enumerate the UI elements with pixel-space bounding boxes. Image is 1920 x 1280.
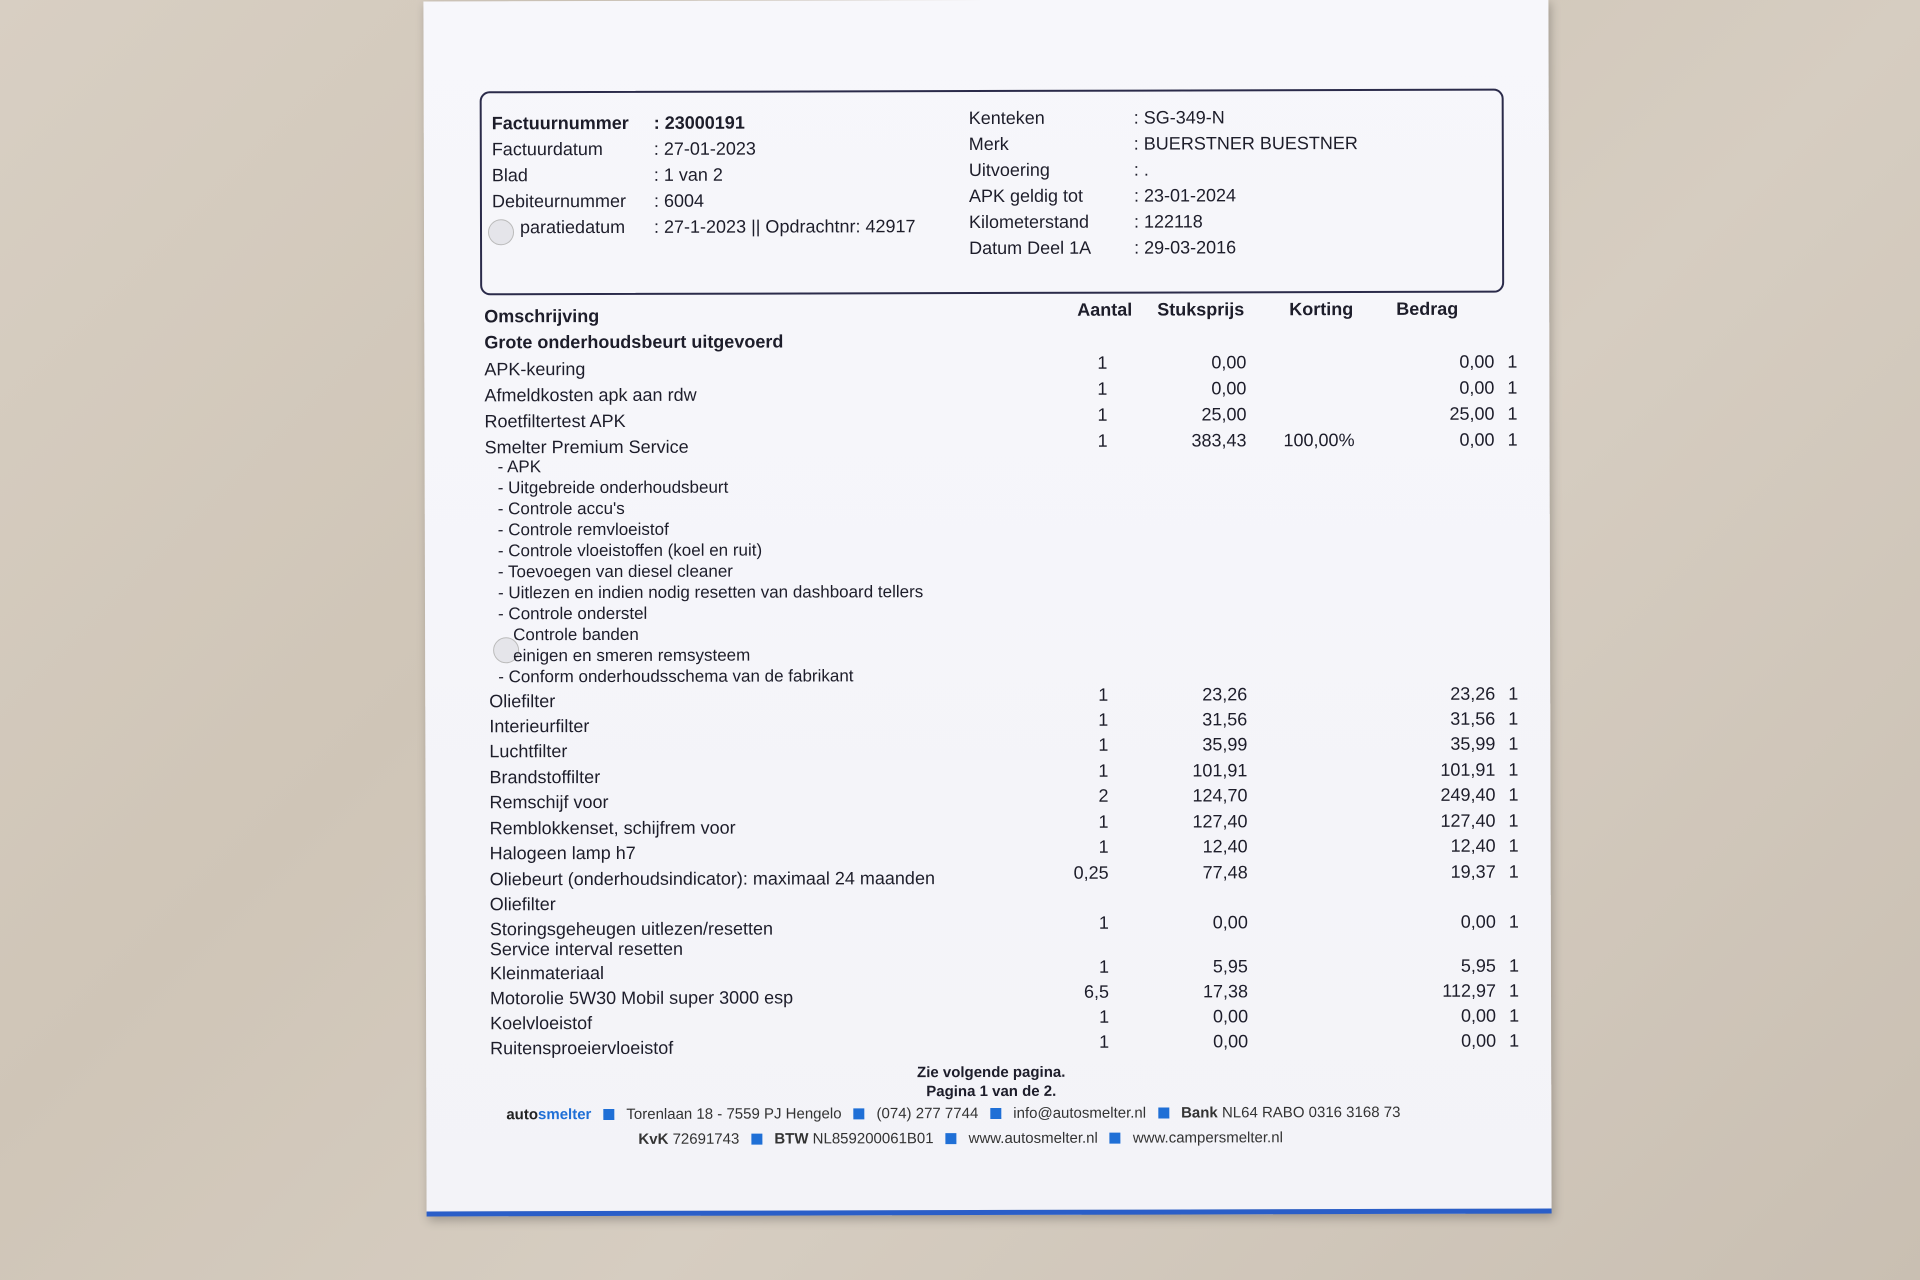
- footer-bank: NL64 RABO 0316 3168 73: [1221, 1103, 1401, 1122]
- line-price: 0,00: [1212, 912, 1248, 933]
- line-amount: 35,99: [1450, 733, 1496, 754]
- line-code: 1: [1507, 377, 1518, 398]
- col-header-bedrag: Bedrag: [1396, 298, 1459, 319]
- label-datum1a: Datum Deel 1A: [969, 237, 1092, 259]
- service-item: - Conform onderhoudsschema van de fabrikant: [498, 666, 854, 687]
- value-km: : 122118: [1133, 211, 1203, 232]
- line-description: Oliefilter: [489, 894, 556, 915]
- line-amount: 25,00: [1449, 403, 1495, 424]
- line-price: 383,43: [1191, 430, 1247, 451]
- line-qty: 1: [1099, 1006, 1110, 1027]
- service-item: - Toevoegen van diesel cleaner: [497, 561, 733, 582]
- label-reparatiedatum: paratiedatum: [519, 216, 626, 238]
- footer-line-1: [506, 1104, 1400, 1123]
- line-code: 1: [1508, 911, 1519, 932]
- service-item: - Controle accu's: [497, 498, 625, 519]
- line-qty: 0,25: [1073, 862, 1109, 883]
- value-datum1a: : 29-03-2016: [1134, 237, 1237, 258]
- line-qty: 1: [1097, 430, 1108, 451]
- footer-address: Torenlaan 18 - 7559 PJ Hengelo: [626, 1105, 842, 1123]
- line-amount: 0,00: [1460, 1005, 1497, 1026]
- line-price: 101,91: [1192, 760, 1248, 781]
- service-item: - Controle remvloeistof: [497, 519, 669, 540]
- line-price: 0,00: [1213, 1031, 1249, 1052]
- service-item: - Uitlezen en indien nodig resetten van dashboard tellers: [497, 582, 924, 603]
- value-blad: : 1 van 2: [653, 164, 723, 185]
- value-apk: : 23-01-2024: [1133, 185, 1237, 206]
- line-qty: 1: [1097, 352, 1108, 373]
- line-qty: 1: [1098, 836, 1109, 857]
- line-code: 1: [1508, 810, 1519, 831]
- line-description: Halogeen lamp h7: [489, 842, 636, 864]
- line-qty: 1: [1097, 404, 1108, 425]
- line-qty: 1: [1098, 811, 1109, 832]
- line-description: Service interval resetten: [489, 938, 684, 960]
- label-km: Kilometerstand: [968, 211, 1090, 233]
- line-price: 17,38: [1202, 981, 1249, 1002]
- line-code: 1: [1507, 351, 1518, 372]
- line-description: APK-keuring: [484, 359, 586, 380]
- service-item: - APK: [497, 457, 542, 477]
- invoice-page: [423, 0, 1551, 1216]
- label-factuurdatum: Factuurdatum: [491, 139, 603, 160]
- line-qty: 1: [1098, 734, 1109, 755]
- footer-line-2: [638, 1129, 1283, 1148]
- line-qty: 2: [1098, 785, 1109, 806]
- footer-kvk-label: KvK: [638, 1130, 669, 1148]
- footer-btw-label: BTW: [774, 1130, 809, 1148]
- line-amount: 101,91: [1440, 759, 1496, 780]
- footer-bank-label: Bank: [1181, 1104, 1218, 1122]
- line-description: Remschijf voor: [489, 791, 609, 813]
- line-description: Oliebeurt (onderhoudsindicator): maximaal 24 maanden: [489, 868, 935, 890]
- line-amount: 31,56: [1450, 708, 1496, 729]
- line-description: Ruitensproeiervloeistof: [490, 1037, 674, 1059]
- line-price: 31,56: [1202, 709, 1248, 730]
- line-qty: 6,5: [1083, 981, 1110, 1002]
- line-amount: 23,26: [1450, 683, 1496, 704]
- line-amount: 127,40: [1440, 810, 1496, 831]
- line-qty: 1: [1098, 709, 1109, 730]
- value-factuurnummer: : 23000191: [653, 112, 745, 133]
- value-reparatiedatum: : 27-1-2023 || Opdrachtnr: 42917: [653, 216, 916, 237]
- line-qty: 1: [1099, 1031, 1110, 1052]
- footer-phone: (074) 277 7744: [876, 1105, 979, 1123]
- line-code: 1: [1508, 784, 1519, 805]
- line-description: Motorolie 5W30 Mobil super 3000 esp: [489, 987, 794, 1009]
- line-qty: 1: [1098, 684, 1109, 705]
- line-description: Luchtfilter: [489, 741, 568, 762]
- line-code: 1: [1508, 835, 1519, 856]
- footer-web-campersmelter[interactable]: www.campersmelter.nl: [1132, 1129, 1283, 1147]
- line-code: 1: [1508, 955, 1519, 976]
- line-code: 1: [1508, 733, 1519, 754]
- footer-web-autosmelter[interactable]: www.autosmelter.nl: [968, 1129, 1098, 1148]
- line-description: Interieurfilter: [489, 716, 590, 737]
- label-kenteken: Kenteken: [968, 107, 1045, 129]
- invoice-header-box: [480, 89, 1505, 296]
- label-uitvoering: Uitvoering: [968, 159, 1050, 181]
- line-code: 1: [1508, 861, 1519, 882]
- line-amount: 19,37: [1450, 861, 1496, 882]
- page-indicator: Pagina 1 van de 2.: [926, 1082, 1057, 1101]
- line-code: 1: [1508, 708, 1519, 729]
- line-price: 5,95: [1212, 956, 1248, 977]
- col-header-omschrijving: Omschrijving: [484, 306, 600, 327]
- line-price: 77,48: [1202, 862, 1248, 883]
- service-item: - Controle onderstel: [497, 603, 648, 624]
- line-price: 0,00: [1212, 1006, 1249, 1027]
- footer-email[interactable]: info@autosmelter.nl: [1013, 1104, 1147, 1122]
- next-page-note: Zie volgende pagina.: [917, 1063, 1066, 1082]
- line-qty: 1: [1098, 760, 1109, 781]
- line-qty: 1: [1097, 378, 1108, 399]
- service-item: - Uitgebreide onderhoudsbeurt: [497, 477, 729, 498]
- line-code: 1: [1507, 403, 1518, 424]
- line-description: Remblokkenset, schijfrem voor: [489, 817, 736, 839]
- value-uitvoering: : .: [1133, 159, 1149, 180]
- line-code: 1: [1508, 759, 1519, 780]
- line-description: Brandstoffilter: [489, 767, 601, 788]
- line-amount: 0,00: [1459, 377, 1495, 398]
- line-amount: 0,00: [1460, 911, 1496, 932]
- punch-hole: [488, 219, 514, 245]
- footer-btw: NL859200061B01: [812, 1130, 934, 1148]
- line-code: 1: [1508, 683, 1519, 704]
- line-amount: 0,00: [1459, 429, 1495, 450]
- brand-logo: autosmelter: [506, 1106, 592, 1124]
- label-apk: APK geldig tot: [968, 185, 1084, 207]
- line-price: 25,00: [1201, 404, 1247, 425]
- line-price: 0,00: [1211, 352, 1247, 373]
- line-price: 0,00: [1211, 378, 1247, 399]
- value-merk: : BUERSTNER BUESTNER: [1133, 133, 1358, 154]
- line-amount: 0,00: [1459, 351, 1495, 372]
- line-amount: 0,00: [1461, 1030, 1497, 1051]
- line-amount: 12,40: [1450, 835, 1496, 856]
- line-description: Koelvloeistof: [490, 1013, 593, 1034]
- line-description: Smelter Premium Service: [484, 436, 689, 458]
- line-disc: 100,00%: [1283, 430, 1355, 451]
- line-description: Kleinmateriaal: [489, 963, 605, 984]
- line-price: 35,99: [1202, 734, 1248, 755]
- col-header-stuksprijs: Stuksprijs: [1157, 299, 1245, 320]
- value-kenteken: : SG-349-N: [1133, 107, 1225, 128]
- line-amount: 112,97: [1442, 980, 1497, 1001]
- line-description: Storingsgeheugen uitlezen/resetten: [489, 918, 774, 940]
- line-code: 1: [1507, 429, 1518, 450]
- label-debiteurnummer: Debiteurnummer: [491, 190, 627, 212]
- line-code: 1: [1509, 1005, 1520, 1026]
- line-code: 1: [1509, 1030, 1520, 1051]
- service-item: Controle banden: [513, 624, 639, 645]
- line-qty: 1: [1098, 912, 1109, 933]
- line-price: 12,40: [1202, 836, 1248, 857]
- service-item: - Controle vloeistoffen (koel en ruit): [497, 540, 763, 561]
- line-price: 124,70: [1192, 785, 1248, 806]
- label-blad: Blad: [491, 165, 528, 186]
- line-amount: 249,40: [1440, 784, 1496, 805]
- line-description: Afmeldkosten apk aan rdw: [484, 384, 697, 406]
- line-qty: 1: [1098, 956, 1109, 977]
- line-code: 1: [1508, 980, 1520, 1001]
- service-item: einigen en smeren remsysteem: [513, 645, 751, 666]
- line-price: 127,40: [1192, 811, 1248, 832]
- section-title: Grote onderhoudsbeurt uitgevoerd: [484, 331, 784, 353]
- line-description: Roetfiltertest APK: [484, 410, 626, 432]
- footer-kvk: 72691743: [672, 1130, 740, 1148]
- value-debiteurnummer: : 6004: [653, 190, 705, 211]
- label-factuurnummer: Factuurnummer: [491, 112, 629, 134]
- col-header-korting: Korting: [1289, 299, 1354, 320]
- col-header-aantal: Aantal: [1077, 299, 1133, 320]
- label-merk: Merk: [968, 133, 1009, 155]
- line-price: 23,26: [1202, 684, 1248, 705]
- line-description: Oliefilter: [489, 691, 556, 712]
- line-amount: 5,95: [1460, 955, 1496, 976]
- value-factuurdatum: : 27-01-2023: [653, 138, 756, 159]
